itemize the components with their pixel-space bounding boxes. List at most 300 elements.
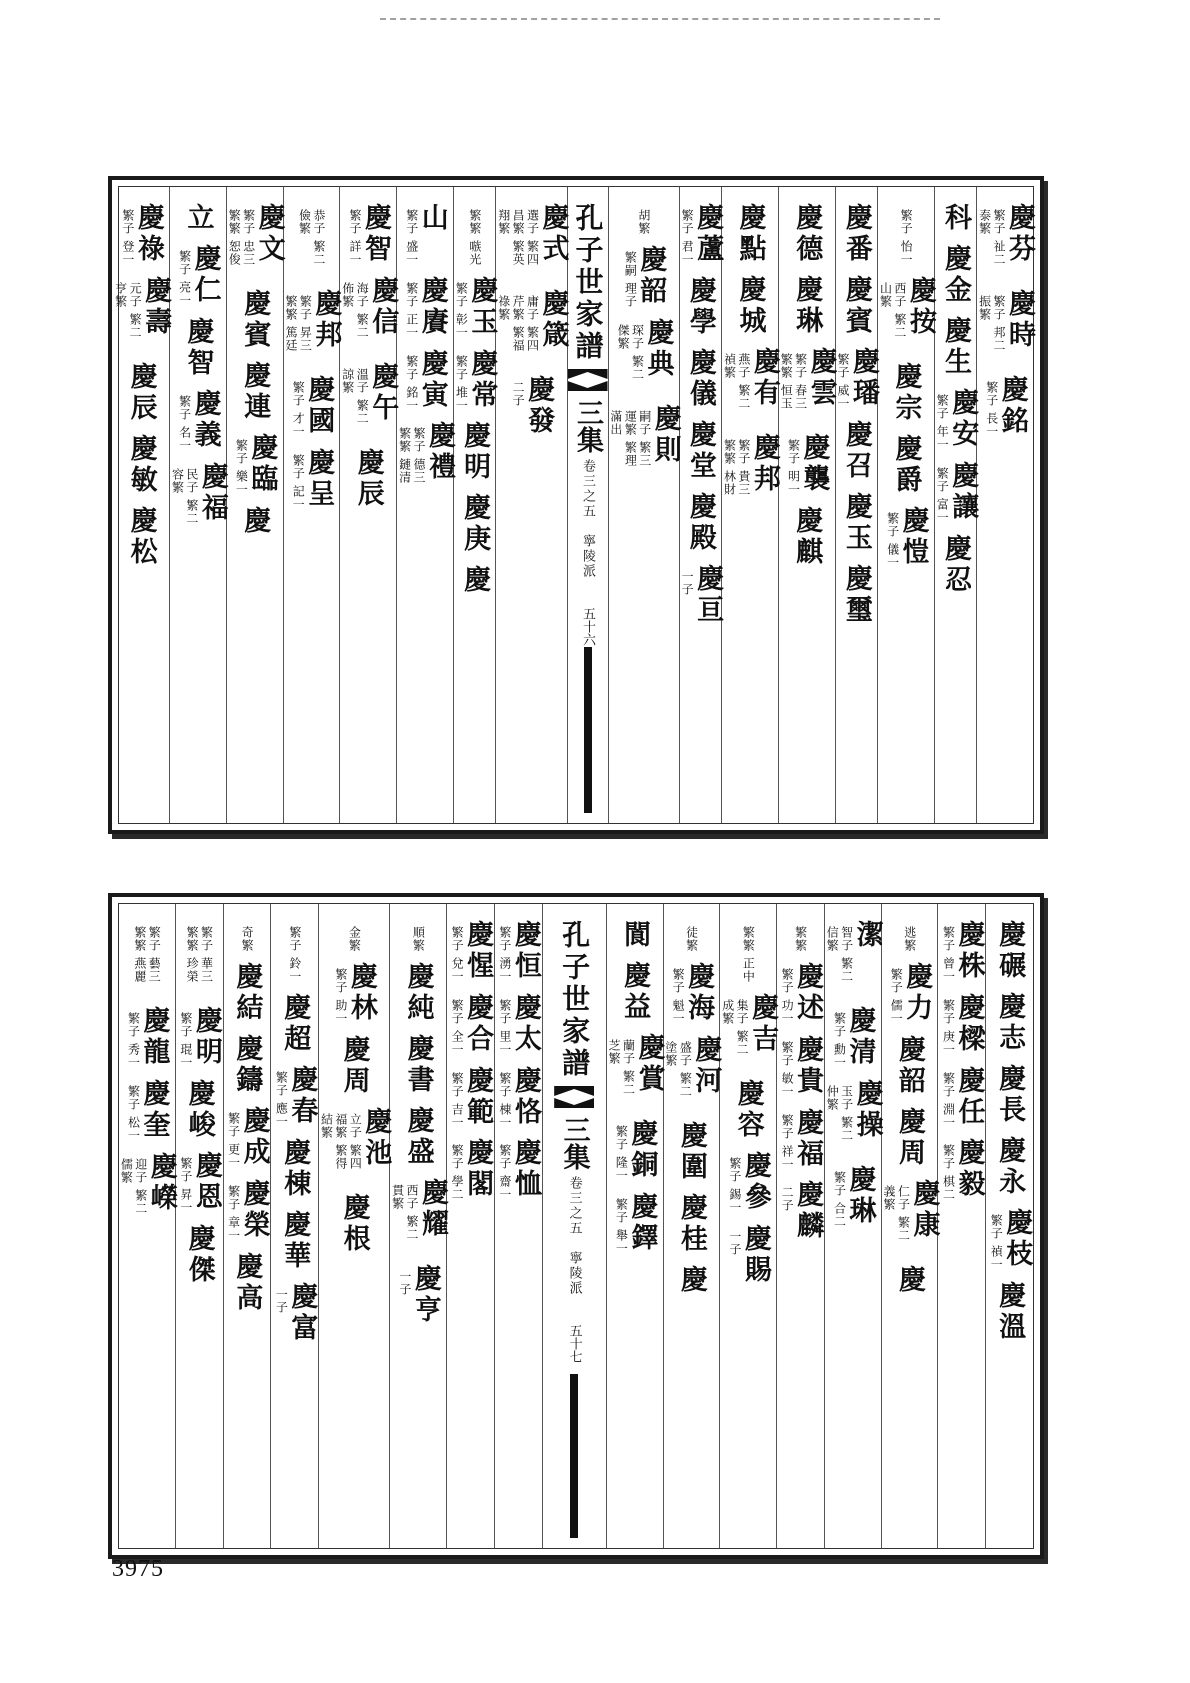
person-name: 慶禮 [423, 421, 455, 484]
person-entry [402, 1106, 434, 1168]
person-name: 慶式 [537, 203, 569, 265]
person-entry [786, 433, 830, 496]
person-name: 慶述 [792, 962, 824, 1024]
person-entry [994, 1280, 1026, 1343]
person-name: 慶愷 [897, 505, 929, 568]
person-entry [882, 1179, 938, 1255]
volume-label: 卷三之五 寧陵派 [580, 459, 596, 579]
person-name: 慶 [675, 1264, 707, 1296]
lineage-note: 琛子 繁二 傑繁 [616, 323, 645, 381]
lineage-note: 繁子 銘一 [404, 354, 419, 412]
lineage-note: 繁子 功一 [780, 968, 795, 1025]
person-name: 慶樑 [953, 992, 985, 1055]
lineage-note: 繁子 長一 [984, 381, 999, 438]
lineage-note: 繁子 忠三 繁繁 恕俊 [227, 209, 256, 266]
person-name: 慶國 [303, 375, 335, 437]
person-entry [125, 433, 157, 496]
person-entry [183, 1078, 215, 1141]
person-entry [239, 505, 271, 537]
person-entry [297, 203, 326, 279]
lineage-note: 繁子 名一 [177, 394, 192, 452]
person-name: 慶臨 [246, 433, 278, 495]
person-entry [899, 203, 913, 266]
lineage-note: 繁嗣 理子 [623, 251, 638, 308]
person-name: 慶海 [683, 962, 715, 1024]
person-entry [459, 421, 491, 484]
lineage-note: 繁子 應一 [274, 1070, 289, 1128]
lineage-note: 繁子 魁一 [671, 968, 686, 1025]
lineage-note: 繁子 全一 [450, 998, 465, 1056]
lineage-note: 繁子 年一 [935, 394, 950, 451]
person-entry [402, 962, 434, 1024]
person-entry [680, 563, 724, 626]
person-name: 慶壽 [140, 275, 172, 338]
person-entry [989, 1208, 1033, 1271]
person-entry [450, 920, 494, 983]
person-name: 慶任 [953, 1065, 985, 1128]
lineage-note: 一子 [397, 1270, 412, 1296]
person-entry [840, 275, 872, 337]
entry-column [881, 904, 938, 1548]
person-entry [994, 1136, 1026, 1198]
person-name: 慶林 [345, 962, 377, 1024]
person-entry [279, 1209, 311, 1272]
lineage-note: 繁子 威一 [836, 353, 851, 410]
lineage-note: 集子 繁二 成繁 [720, 998, 750, 1056]
lineage-note: 一子 [680, 569, 695, 596]
lineage-note: 仁子 繁二 義繁 [882, 1184, 911, 1242]
lineage-note: 繁子 君一 [680, 209, 695, 266]
person-entry [684, 920, 698, 952]
person-entry [239, 289, 271, 351]
person-entry [994, 1064, 1026, 1126]
fish-tail-mark-icon [554, 1086, 594, 1108]
person-name: 慶龍 [138, 1006, 170, 1068]
lineage-note: 立子 繁四 福繁 繁得 結繁 [319, 1112, 363, 1170]
lineage-note: 迎子 繁二 儒繁 [119, 1157, 148, 1215]
person-name: 慶麟 [792, 1180, 824, 1243]
person-entry [614, 1191, 658, 1255]
person-name: 慶璠 [848, 347, 880, 409]
lineage-note: 繁子 邦二 振繁 [977, 295, 1006, 352]
person-entry [728, 1151, 769, 1214]
person-entry [684, 275, 716, 338]
person-entry [404, 348, 448, 412]
person-entry [496, 289, 569, 365]
entry-column [721, 187, 778, 823]
lineage-note: 繁子 祉二 泰繁 [977, 209, 1006, 266]
lineage-note: 恭子 繁二 儉繁 [297, 209, 326, 266]
person-name: 慶周 [894, 1106, 926, 1169]
person-name: 慶按 [904, 275, 936, 338]
person-entry [352, 447, 384, 510]
lineage-note: 二子 [780, 1186, 795, 1213]
person-entry [498, 993, 539, 1056]
person-entry [684, 347, 716, 410]
person-name: 慶仁 [189, 244, 221, 306]
person-name: 慶忍 [940, 533, 972, 596]
person-entry [182, 203, 214, 234]
person-entry [177, 244, 221, 307]
person-entry [616, 318, 672, 394]
person-entry [941, 1065, 985, 1129]
person-name: 慶傑 [183, 1223, 215, 1286]
entry-column [976, 187, 1033, 823]
lineage-note: 繁子 儒一 [889, 968, 904, 1025]
lineage-note: 奇繁 [240, 926, 255, 952]
person-entry [664, 1035, 720, 1111]
lineage-note: 繁子 隆一 [614, 1125, 629, 1182]
person-name: 慶韶 [894, 1034, 926, 1097]
person-name: 慶華 [279, 1209, 311, 1272]
person-name: 慶碾 [994, 920, 1026, 982]
person-entry [780, 962, 824, 1025]
lineage-note: 西子 繁二 山繁 [878, 281, 907, 339]
entry-column [113, 187, 172, 823]
person-name: 慶太 [509, 992, 541, 1055]
person-name: 慶益 [619, 961, 651, 1023]
entry-column [937, 904, 985, 1548]
person-entry [450, 1138, 494, 1202]
person-name: 慶祿 [132, 203, 164, 265]
person-name: 慶春 [286, 1064, 318, 1127]
person-entry [684, 491, 716, 554]
person-name: 慶安 [947, 388, 979, 450]
lineage-note: 繁子 合二 [832, 1170, 847, 1228]
lineage-note: 一子 [727, 1229, 742, 1256]
person-name: 慶城 [734, 275, 766, 337]
lineage-note: 繁子 齋一 [497, 1144, 512, 1202]
person-entry [832, 1006, 876, 1069]
person-name: 慶鑄 [231, 1034, 263, 1096]
person-entry [977, 289, 1033, 365]
person-name: 慶圍 [675, 1120, 707, 1183]
person-entry [496, 203, 569, 279]
person-name: 慶德 [791, 203, 823, 265]
person-entry [404, 203, 448, 266]
lineage-note: 繁子 里一 [497, 998, 512, 1056]
person-entry [397, 421, 453, 497]
lineage-note: 庸子 繁四 芹繁 繁福 祿繁 [496, 295, 540, 352]
person-name: 慶恒 [509, 920, 541, 982]
person-name: 慶志 [994, 992, 1026, 1054]
person-name: 慶周 [338, 1034, 370, 1097]
lineage-note: 繁子 兌一 [450, 926, 465, 983]
person-name: 慶辰 [352, 447, 384, 510]
person-entry [941, 1138, 985, 1202]
person-entry [291, 447, 335, 511]
person-name: 慶恩 [190, 1150, 222, 1213]
entry-column [119, 904, 175, 1548]
lineage-note: 繁子 松一 [126, 1084, 141, 1142]
person-entry [793, 920, 807, 952]
person-entry [623, 245, 667, 308]
lineage-note: 繁子 貴三 繁繁 林財 [722, 439, 751, 496]
lineage-note: 繁子 吉一 [450, 1071, 465, 1129]
lineage-note: 選子 繁四 昌繁 繁英 翔繁 [496, 209, 540, 266]
person-entry [890, 361, 922, 424]
lineage-note: 繁子 彰一 [454, 281, 469, 339]
lineage-note: 繁子 才一 [291, 381, 306, 438]
person-entry [120, 203, 164, 266]
person-name: 慶琳 [791, 275, 823, 337]
person-entry [231, 962, 263, 1024]
lineage-note: 繁子 助一 [333, 968, 348, 1025]
person-entry [728, 1224, 769, 1286]
volume-label: 卷三之五 寧陵派 [566, 1176, 582, 1296]
entry-column [719, 904, 779, 1548]
person-entry [780, 1180, 824, 1243]
person-name: 慶榮 [238, 1178, 270, 1241]
person-entry [780, 1034, 824, 1098]
person-entry [274, 1281, 318, 1344]
person-name: 慶殿 [684, 491, 716, 554]
collection-label: 三集 [558, 1116, 590, 1170]
person-entry [977, 203, 1033, 279]
lineage-note: 繁子 怡一 [899, 209, 914, 266]
person-entry [338, 1034, 370, 1097]
entry-column [175, 904, 223, 1548]
person-name: 慶麒 [791, 505, 823, 568]
lineage-note: 繁子 盛一 [404, 209, 419, 266]
person-entry [348, 203, 389, 266]
person-entry [791, 275, 823, 337]
lineage-note: 繁子 富一 [935, 466, 950, 524]
person-name: 慶邦 [310, 289, 342, 351]
lineage-note: 繁子 勳一 [832, 1012, 847, 1069]
person-name: 慶呈 [303, 447, 335, 510]
person-entry [780, 1107, 824, 1171]
person-entry [279, 992, 311, 1055]
person-entry [397, 1264, 441, 1326]
person-entry [340, 275, 399, 352]
person-entry [894, 1034, 926, 1097]
person-entry [941, 920, 985, 983]
person-name: 慶點 [734, 203, 766, 265]
person-entry [941, 992, 985, 1056]
person-name: 慶清 [844, 1006, 876, 1068]
person-name: 慶書 [402, 1034, 434, 1096]
entry-column [835, 187, 880, 823]
person-name: 慶庚 [459, 493, 491, 556]
person-name: 慶寅 [416, 348, 448, 411]
person-entry [132, 920, 161, 996]
lineage-note: 金繁 [347, 926, 362, 952]
person-name: 慶義 [189, 388, 221, 451]
person-name: 慶康 [908, 1178, 940, 1241]
person-entry [791, 505, 823, 568]
person-name: 慶力 [901, 962, 933, 1024]
person-entry [182, 316, 214, 379]
person-name: 慶襲 [798, 433, 830, 495]
lineage-note: 元子 繁二 亨繁 [113, 281, 143, 339]
person-name: 慶操 [851, 1078, 883, 1141]
entry-column [663, 904, 720, 1548]
person-name: 慶賞 [633, 1033, 665, 1095]
person-entry [450, 1065, 494, 1129]
person-entry [825, 1079, 881, 1155]
person-entry [675, 1264, 707, 1296]
person-name: 慶敏 [125, 433, 157, 496]
person-entry [832, 1164, 876, 1228]
person-entry [454, 348, 498, 412]
entry-column [877, 187, 934, 823]
person-entry [609, 404, 679, 480]
entry-column [318, 904, 392, 1548]
person-name: 慶蘆 [692, 203, 724, 265]
lineage-note: 徒繁 [684, 926, 699, 952]
page-columns [118, 903, 1034, 1549]
lineage-note: 繁子 記一 [291, 453, 306, 511]
person-entry [889, 962, 933, 1025]
person-name: 慶琳 [844, 1164, 876, 1227]
lineage-note: 繁子 琨一 [178, 1012, 193, 1069]
folio-number: 五十七 [566, 1324, 582, 1363]
person-entry [940, 316, 972, 378]
person-entry [279, 1137, 311, 1200]
person-entry [170, 462, 226, 538]
person-name: 慶典 [642, 317, 674, 380]
person-name: 慶貴 [792, 1034, 824, 1097]
person-entry [940, 533, 972, 596]
person-entry [231, 1251, 263, 1314]
person-name: 慶金 [940, 244, 972, 306]
person-entry [734, 275, 766, 337]
lineage-note: 繁子 藝三 繁繁 燕麗 [132, 926, 162, 983]
person-name: 慶根 [338, 1192, 370, 1255]
entry-column [679, 187, 724, 823]
person-name: 慶則 [649, 403, 681, 466]
person-entry [614, 1119, 658, 1182]
person-entry [994, 992, 1026, 1054]
person-entry [722, 433, 778, 509]
lineage-note: 繁子 敏一 [780, 1040, 795, 1098]
person-entry [226, 1178, 270, 1242]
entry-column [389, 904, 449, 1548]
person-name: 慶賡 [416, 275, 448, 338]
person-name: 慶福 [792, 1107, 824, 1170]
person-entry [722, 347, 778, 423]
lineage-note: 繁子 堆一 [454, 354, 469, 412]
person-name: 慶毅 [953, 1138, 985, 1201]
person-name: 慶箴 [537, 289, 569, 351]
entry-column [776, 904, 824, 1548]
person-entry [619, 920, 651, 951]
person-entry [940, 244, 972, 306]
lineage-note: 繁子 昇一 [178, 1156, 193, 1214]
person-name: 慶連 [239, 361, 271, 423]
lineage-note: 一子 [274, 1287, 289, 1314]
person-entry [125, 505, 157, 568]
person-name: 慶銅 [626, 1119, 658, 1181]
person-name: 慶文 [253, 203, 285, 265]
person-entry [177, 388, 221, 452]
lineage-note: 繁子 舉一 [614, 1197, 629, 1255]
lineage-note: 智子 繁二 信繁 [825, 926, 854, 983]
person-name: 慶智 [182, 316, 214, 379]
lineage-note: 玉子 繁二 仲繁 [825, 1084, 854, 1142]
person-name: 慶奎 [138, 1078, 170, 1141]
top-torn-edge [380, 0, 940, 20]
person-entry [902, 920, 916, 952]
person-name: 慶賓 [239, 289, 271, 351]
person-name: 慶 [459, 565, 491, 597]
footer-page-number: 3975 [112, 1556, 164, 1582]
person-entry [454, 275, 498, 339]
person-entry [636, 203, 650, 235]
person-entry [126, 1006, 170, 1069]
fish-tail-mark-icon [568, 369, 608, 391]
lineage-note: 繁子 庚一 [941, 998, 956, 1056]
person-entry [333, 962, 377, 1025]
person-entry [836, 347, 880, 410]
person-entry [227, 203, 283, 279]
person-entry [178, 1150, 222, 1214]
lineage-note: 繁子 春三 繁繁 恒玉 [779, 353, 808, 410]
lineage-note: 繁子 棟一 [497, 1071, 512, 1129]
person-name: 慶株 [953, 920, 985, 982]
person-entry [607, 1033, 663, 1109]
entry-column [169, 187, 226, 823]
lineage-note: 繁子 淵一 [941, 1071, 956, 1129]
person-entry [340, 361, 399, 438]
center-title-column [542, 904, 606, 1548]
person-name: 慶高 [231, 1251, 263, 1314]
person-name: 慶午 [367, 361, 399, 424]
person-entry [183, 1223, 215, 1286]
person-entry [890, 433, 922, 496]
person-name: 慶芬 [1004, 203, 1035, 265]
person-entry [894, 1106, 926, 1169]
person-name: 慶爵 [890, 433, 922, 496]
entry-column [824, 904, 881, 1548]
entry-column [606, 904, 663, 1548]
person-entry [840, 203, 872, 265]
lineage-note: 繁子 秀一 [126, 1012, 141, 1069]
person-entry [840, 491, 872, 554]
person-name: 慶發 [523, 375, 555, 437]
entry-column [223, 904, 271, 1548]
lineage-note: 嗣子 繁三 運繁 繁理 滿出 [608, 409, 652, 467]
person-entry [459, 493, 491, 556]
person-name: 慶亨 [409, 1264, 441, 1326]
person-entry [675, 1192, 707, 1255]
person-entry [402, 1034, 434, 1096]
person-entry [284, 289, 340, 365]
person-entry [113, 275, 172, 352]
person-entry [319, 1106, 392, 1183]
lineage-note: 繁子 詳一 [347, 209, 362, 266]
lineage-note: 繁子 亮一 [177, 250, 192, 307]
person-name: 慶耀 [417, 1178, 449, 1240]
person-name: 慶富 [286, 1281, 318, 1344]
person-name: 慶儀 [684, 347, 716, 410]
person-name: 慶桂 [675, 1192, 707, 1255]
person-entry [450, 992, 494, 1056]
person-name: 慶堂 [684, 419, 716, 482]
person-name: 慶河 [690, 1034, 722, 1097]
person-entry [274, 1064, 318, 1128]
person-entry [234, 433, 278, 496]
entry-column [270, 904, 318, 1548]
page-columns [113, 186, 1035, 824]
person-entry [411, 920, 425, 952]
person-name: 慶閣 [462, 1138, 494, 1201]
person-name: 慶成 [238, 1106, 270, 1168]
person-entry [239, 361, 271, 423]
person-name: 慶惺 [462, 920, 494, 982]
person-name: 慶賓 [840, 275, 872, 337]
